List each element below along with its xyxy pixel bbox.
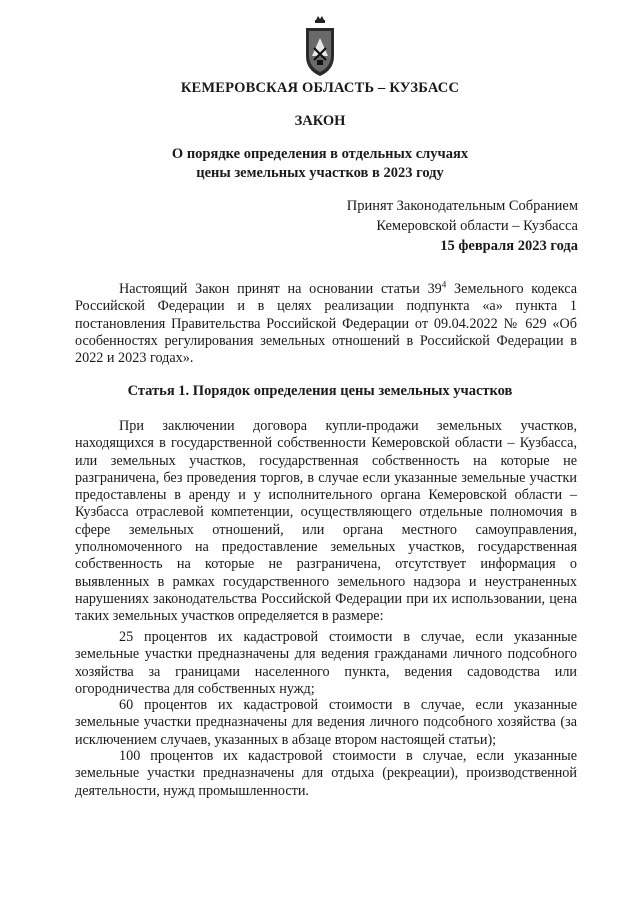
- preamble-text-1: Настоящий Закон принят на основании статьи 39: [119, 281, 442, 297]
- preamble-paragraph: [75, 281, 577, 367]
- article-1-paragraph-2: 25 процентов их кадастровой стоимости в случае, если указанные земельные участки предназначены для ведения гражданами личного подсобного хозяйства за границами населенного пункта, ведения садоводства или огородничества для собственных нужд;: [75, 629, 577, 697]
- adoption-info: [347, 196, 578, 256]
- coat-of-arms-icon: [304, 16, 336, 78]
- law-title: [0, 145, 640, 183]
- article-1-heading: Статья 1. Порядок определения цены земельных участков: [127, 383, 513, 399]
- document-type: ЗАКОН: [294, 113, 346, 129]
- adoption-date: 15 февраля 2023 года: [440, 238, 578, 254]
- article-1-paragraph-3: 60 процентов их кадастровой стоимости в случае, если указанные земельные участки предназначены для ведения личного подсобного хозяйства (за исключением случаев, указанных в абзаце втором настоящей статьи);: [75, 697, 577, 748]
- preamble-superscript: 4: [441, 279, 447, 290]
- adopted-by-line-1: Принят Законодательным Собранием: [346, 198, 578, 214]
- law-title-line-2: цены земельных участков в 2023 году: [196, 165, 444, 181]
- adopted-by-line-2: Кемеровской области – Кузбасса: [376, 218, 578, 234]
- article-1-paragraph-1: При заключении договора купли-продажи земельных участков, находящихся в государственной собственности Кемеровской области – Кузбасса, или земельных участков, государственная собственность на которые не разграничена, без проведения торгов, в случае если указанные земельные участки предоставлены в аренду и у исполнительного органа Кемеровской области – Кузбасса отраслевой компетенции, осуществляющего отдельные полномочия в сфере земельных отношений, или органа местного самоуправления, уполномоченного на предоставление земельных участков, государственная собственность на которые не разграничена, отсутствует информация о выявленных в рамках государственного земельного надзора и неустраненных нарушениях законодательства Российской Федерации при их использовании, цена таких земельных участков определяется в размере:: [75, 418, 577, 625]
- law-title-line-1: О порядке определения в отдельных случаях: [171, 146, 469, 162]
- article-1-paragraph-4: 100 процентов их кадастровой стоимости в случае, если указанные земельные участки предназначены для отдыха (рекреации), производственной деятельности, нужд промышленности.: [75, 748, 577, 799]
- preamble-text-2: Земельного кодекса Российской Федерации и в целях реализации подпункта «а» пункта 1 постановления Правительства Российской Федерации от 09.04.2022 № 629 «Об особенностях регулирования земельных отношений в Российской Федерации в 2022 и 2023 годах».: [75, 281, 577, 367]
- region-title: КЕМЕРОВСКАЯ ОБЛАСТЬ – КУЗБАСС: [180, 80, 460, 96]
